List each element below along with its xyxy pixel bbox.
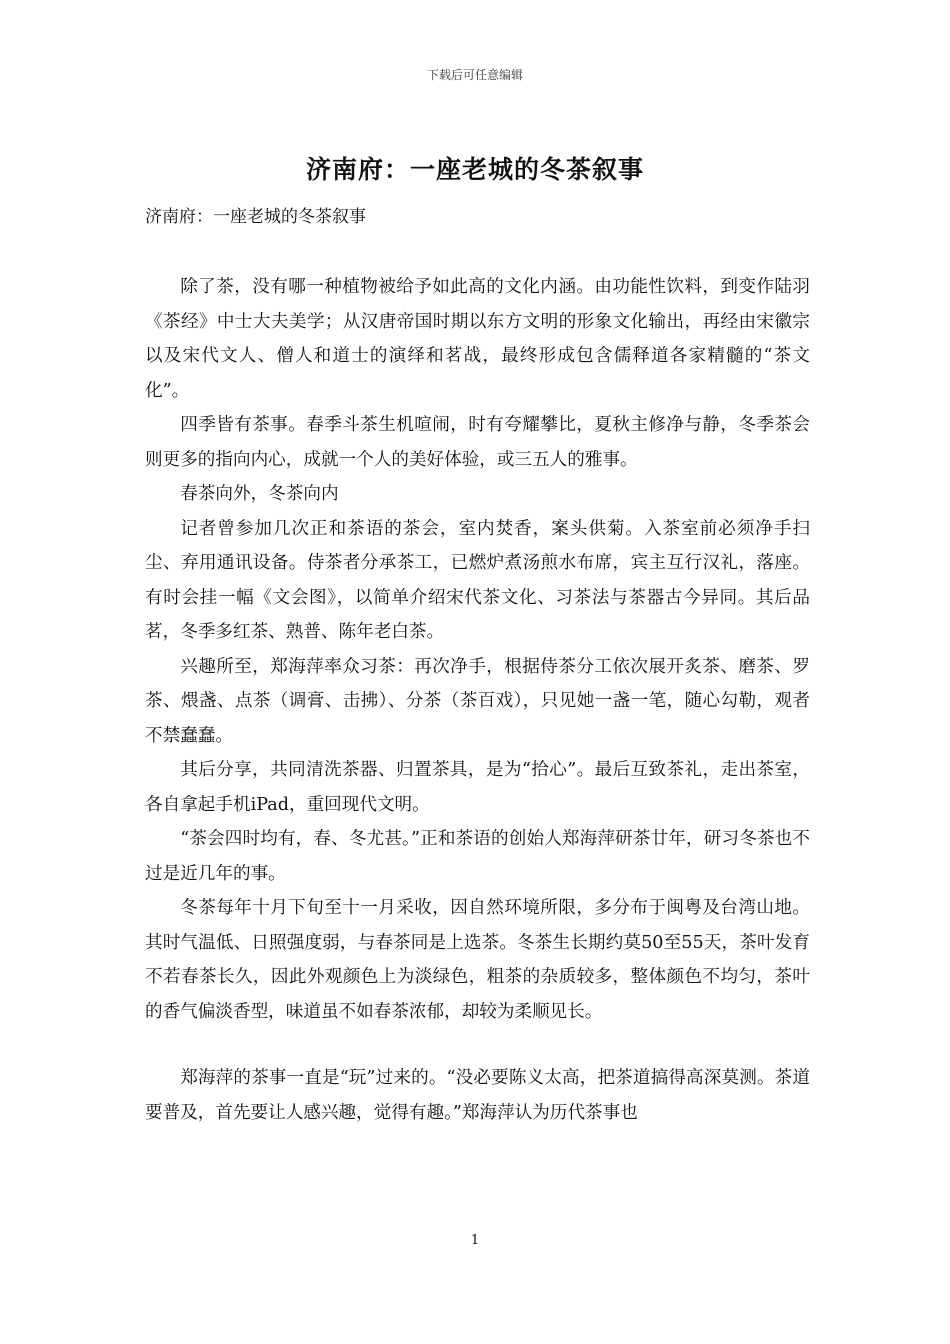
paragraph: 四季皆有茶事。春季斗茶生机喧闹，时有夸耀攀比，夏秋主修净与静，冬季茶会则更多的指向内心，成就一个人的美好体验，或三五人的雅事。: [145, 415, 810, 470]
paragraph: 其后分享，共同清洗茶器、归置茶具，是为“拾心”。最后互致茶礼，走出茶室，各自拿起手机iPad，重回现代文明。: [145, 760, 810, 815]
article-body: [145, 270, 810, 1130]
header-note: 下载后可任意编辑: [426, 68, 523, 82]
document-subtitle: 济南府：一座老城的冬茶叙事: [145, 207, 366, 227]
paragraph: 兴趣所至，郑海萍率众习茶：再次净手，根据侍茶分工依次展开炙茶、磨茶、罗茶、煨盏、点茶（调膏、击拂）、分茶（茶百戏），只见她一盏一笔，随心勾勒，观者不禁蠢蠢。: [145, 656, 810, 746]
paragraph: 除了茶，没有哪一种植物被给予如此高的文化内涵。由功能性饮料，到变作陆羽《茶经》中士大夫美学；从汉唐帝国时期以东方文明的形象文化输出，再经由宋徽宗以及宋代文人、僧人和道士的演绎和茗战，最终形成包含儒释道各家精髓的“茶文化”。: [145, 277, 810, 401]
paragraph: “茶会四时均有，春、冬尤甚。”正和茶语的创始人郑海萍研茶廿年，研习冬茶也不过是近几年的事。: [145, 829, 810, 884]
document-title: 济南府：一座老城的冬茶叙事: [305, 155, 644, 184]
section-heading: 春茶向外，冬茶向内: [180, 484, 339, 504]
paragraph: 冬茶每年十月下旬至十一月采收，因自然环境所限，多分布于闽粤及台湾山地。其时气温低、日照强度弱，与春茶同是上选茶。冬茶生长期约莫50至55天，茶叶发育不若春茶长久，因此外观颜色上为淡绿色，粗茶的杂质较多，整体颜色不均匀，茶叶的香气偏淡香型，味道虽不如春茶浓郁，却较为柔顺见长。: [145, 898, 810, 1022]
paragraph: 郑海萍的茶事一直是“玩”过来的。“没必要陈义太高，把茶道搞得高深莫测。茶道要普及，首先要让人感兴趣，觉得有趣。”郑海萍认为历代茶事也: [145, 1068, 810, 1123]
paragraph: 记者曾参加几次正和茶语的茶会，室内焚香，案头供菊。入茶室前必须净手扫尘、弃用通讯设备。侍茶者分承茶工，已燃炉煮汤煎水布席，宾主互行汉礼，落座。有时会挂一幅《文会图》，以简单介绍宋代茶文化、习茶法与茶器古今异同。其后品茗，冬季多红茶、熟普、陈年老白茶。: [145, 518, 810, 642]
page-number: 1: [470, 1233, 480, 1248]
